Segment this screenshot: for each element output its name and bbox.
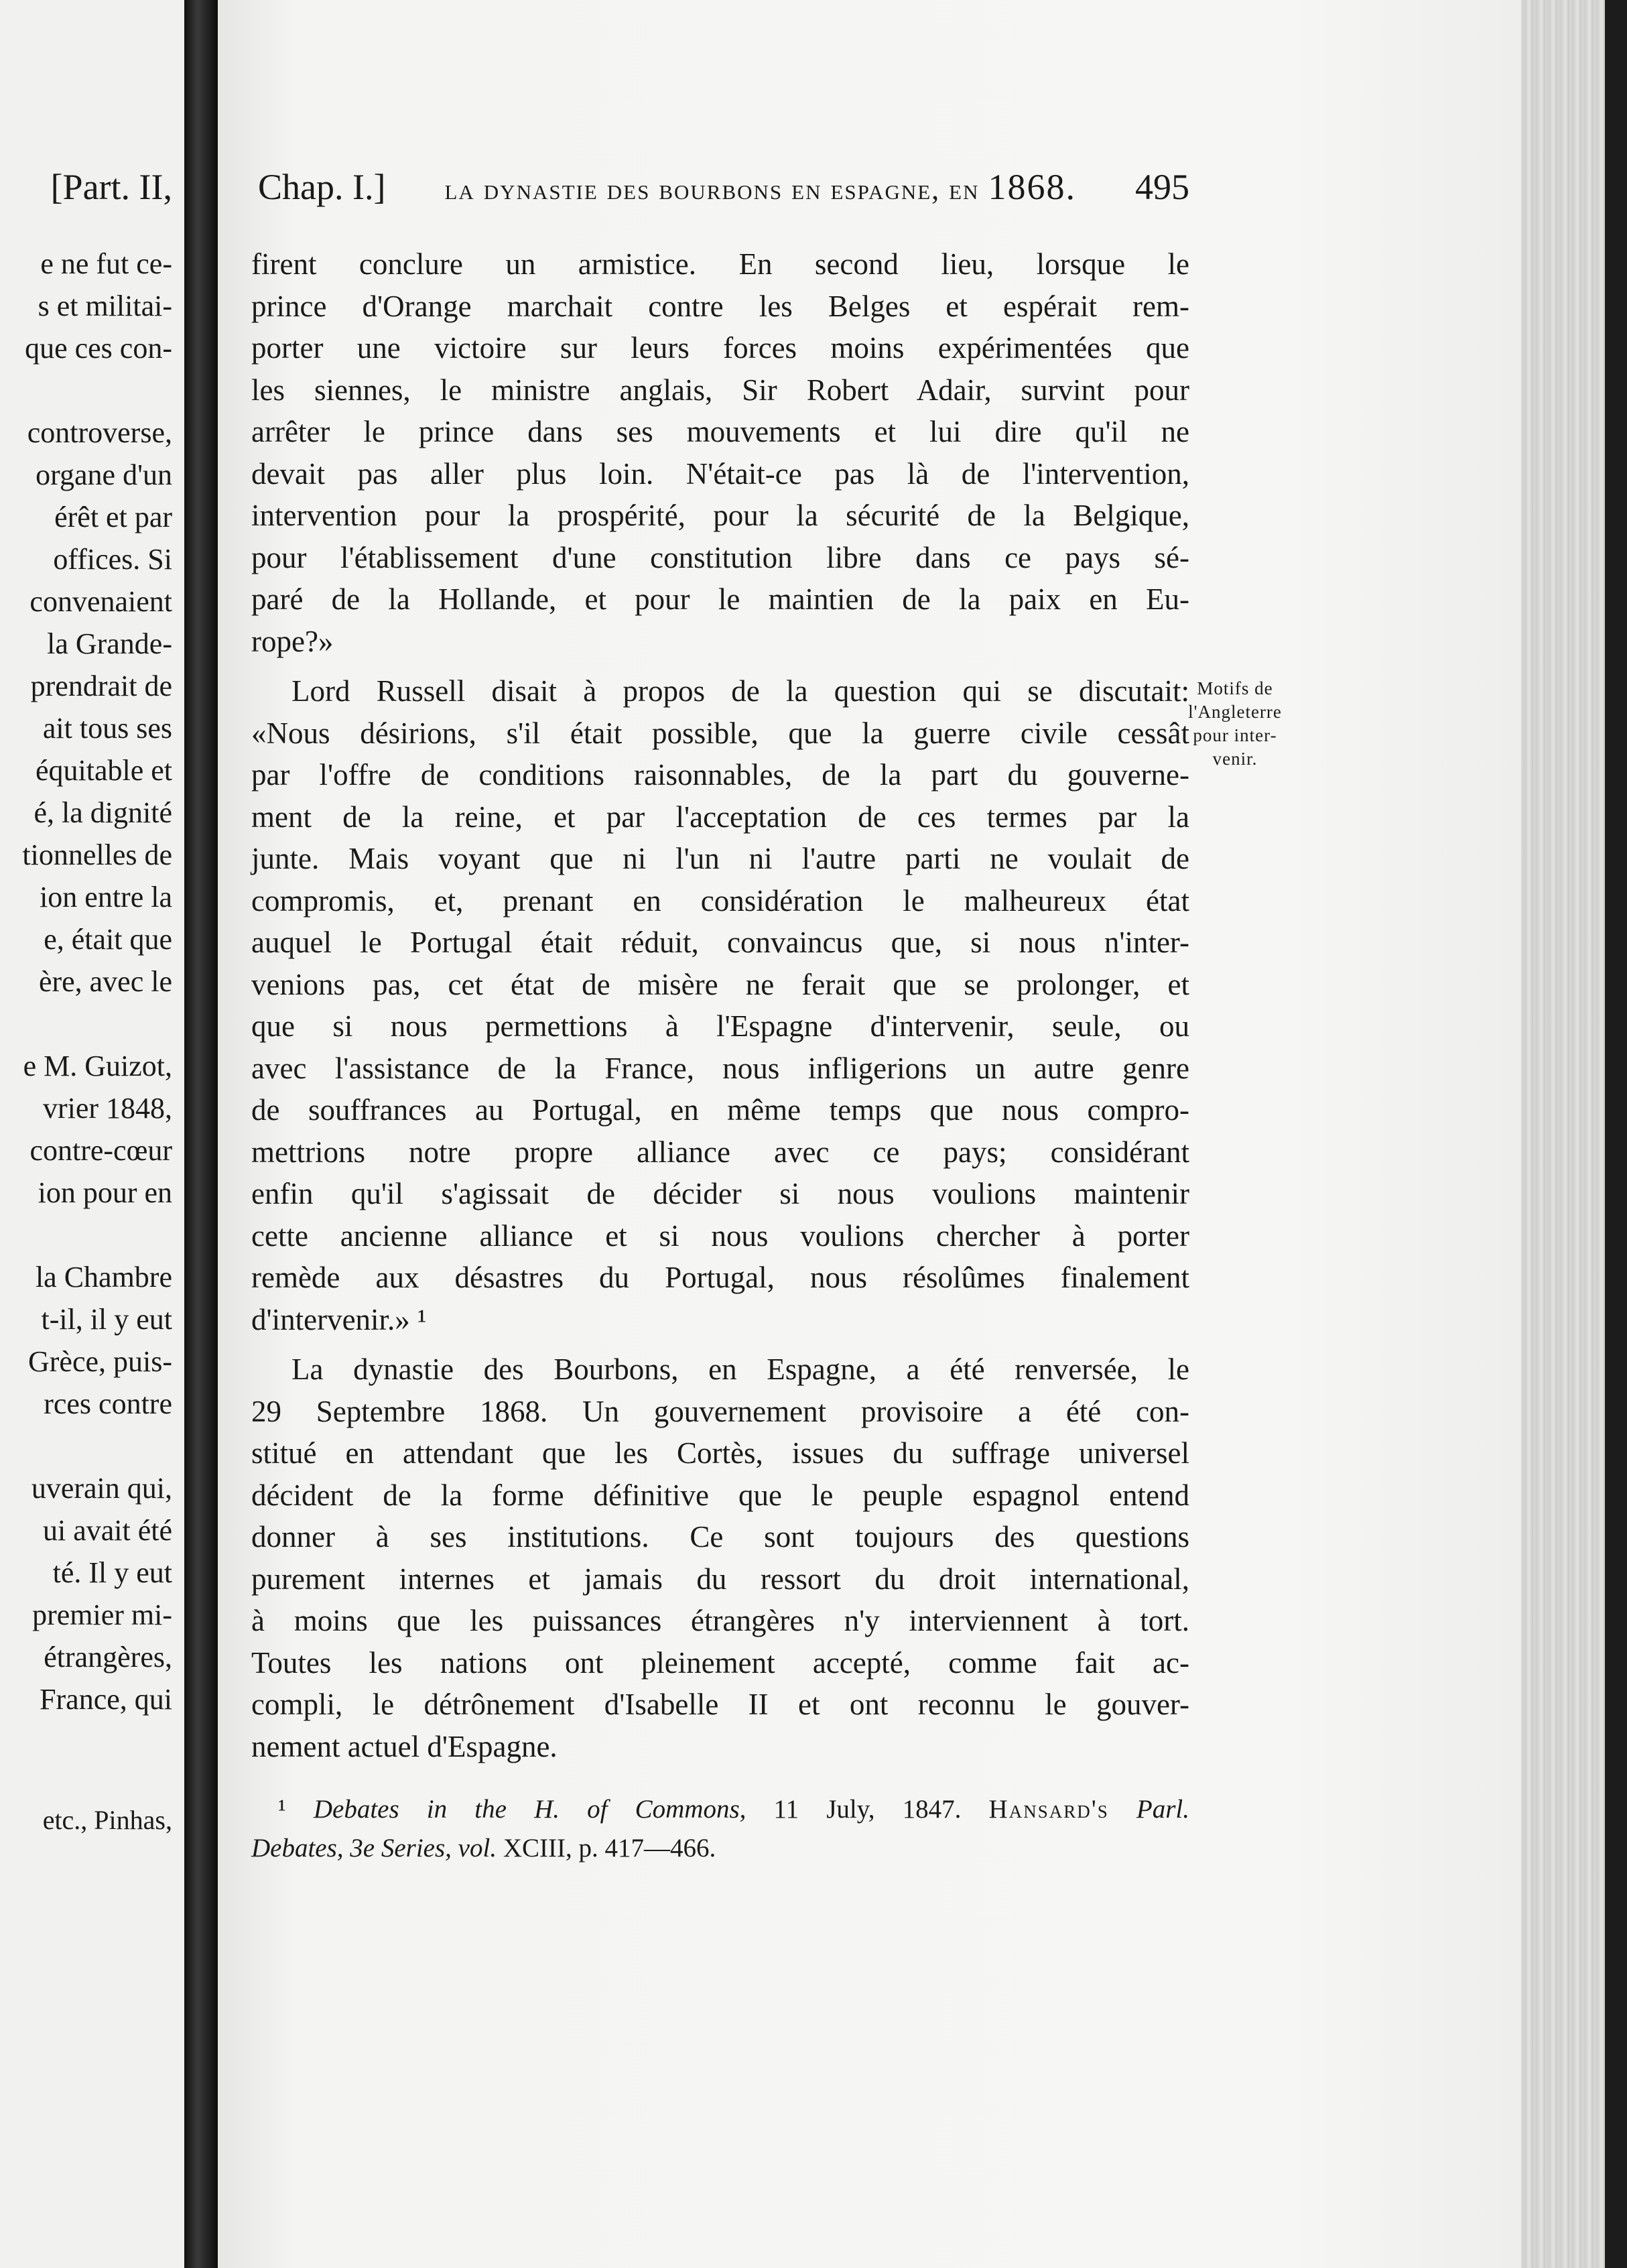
left-page-fragment (0, 0, 184, 2268)
left-text-line: é, la dignité (34, 796, 172, 829)
left-running-head: [Part. II, (50, 167, 172, 207)
left-footnote: etc., Pinhas, (42, 1805, 172, 1835)
left-text-line: équitable et (35, 754, 172, 787)
right-border (1605, 0, 1627, 2268)
body-text-line: porter une victoire sur leurs forces moins expérimentées que (251, 331, 1189, 365)
body-text-line: arrêter le prince dans ses mouvements et lui dire qu'il ne (251, 415, 1189, 448)
footnote-series: Debates, 3e Series, vol. (251, 1834, 497, 1863)
left-text-line: vrier 1848, (42, 1092, 172, 1125)
body-text-line: junte. Mais voyant que ni l'un ni l'autre parti ne voulait de (251, 842, 1189, 875)
body-text-line: rope?» (251, 624, 334, 658)
body-text-line: les siennes, le ministre anglais, Sir Robert Adair, survint pour (251, 373, 1189, 407)
body-text-line: que si nous permettions à l'Espagne d'intervenir, seule, ou (251, 1009, 1189, 1043)
body-text-line: devait pas aller plus loin. N'était-ce pas là de l'intervention, (251, 456, 1189, 491)
body-text-line: cette ancienne alliance et si nous voulions chercher à porter (251, 1218, 1189, 1253)
left-text-line: que ces con- (25, 332, 172, 365)
left-text-line: s et militai- (38, 290, 172, 322)
margin-note-line: l'Angleterre (1188, 702, 1282, 722)
footnote-line (251, 1835, 1189, 1861)
body-text-line: pour l'établissement d'une constitution libre dans ce pays sé- (251, 540, 1189, 574)
body-text-line: décident de la forme définitive que le peuple espagnol entend (251, 1478, 1189, 1512)
main-page (218, 0, 1551, 2268)
body-text-line: par l'offre de conditions raisonnables, de la part du gouverne- (251, 758, 1189, 792)
body-text-line: firent conclure un armistice. En second lieu, lorsque le (251, 247, 1189, 281)
body-text-line: purement internes et jamais du ressort du droit international, (251, 1562, 1189, 1596)
left-text-line: Grèce, puis- (27, 1345, 172, 1378)
body-text-line: prince d'Orange marchait contre les Belges et espérait rem- (251, 289, 1189, 323)
footnote-hansard: Hansard's (988, 1795, 1109, 1824)
left-text-line: ion entre la (40, 881, 172, 914)
body-text-line: d'intervenir.» ¹ (251, 1302, 427, 1336)
running-title (444, 166, 1076, 208)
left-text-line: convenaient (29, 585, 172, 618)
footnote-marker: ¹ (278, 1795, 286, 1824)
margin-note (1155, 677, 1315, 771)
left-text-line: la Grande- (47, 627, 172, 660)
body-text-line: donner à ses institutions. Ce sont toujours des questions (251, 1520, 1189, 1554)
body-text-line: La dynastie des Bourbons, en Espagne, a été renversée, le (291, 1352, 1189, 1386)
margin-note-line: pour inter- (1193, 725, 1277, 746)
running-title-text: la dynastie des bourbons en espagne, en (444, 173, 980, 206)
left-text-line: ui avait été (42, 1514, 172, 1547)
left-text-line: organe d'un (36, 458, 172, 491)
left-text-line: e ne fut ce- (40, 247, 172, 280)
footnote-line (251, 1796, 1189, 1822)
body-text-line: intervention pour la prospérité, pour la sécurité de la Belgique, (251, 499, 1189, 532)
body-text-line: venions pas, cet état de misère ne ferait que se prolonger, et (251, 967, 1189, 1001)
body-text-line: ment de la reine, et par l'acceptation de ces termes par la (251, 800, 1189, 834)
body-text-line: «Nous désirions, s'il était possible, que la guerre civile cessât (251, 716, 1189, 750)
body-text-line: compromis, et, prenant en considération le malheureux état (251, 883, 1189, 918)
left-text-line: la Chambre (35, 1261, 172, 1294)
body-text-line: enfin qu'il s'agissait de décider si nous voulions maintenir (251, 1177, 1189, 1210)
left-text-line: controverse, (27, 416, 172, 449)
left-text-line: e, était que (44, 923, 172, 956)
left-text-line: tionnelles de (22, 838, 172, 871)
page-number: 495 (1135, 167, 1189, 207)
book-gutter (184, 0, 218, 2268)
body-text-line: de souffrances au Portugal, en même temps que nous compro- (251, 1093, 1189, 1127)
body-text-line: à moins que les puissances étrangères n'y interviennent à tort. (251, 1604, 1189, 1637)
body-text-line: mettrions notre propre alliance avec ce pays; considérant (251, 1135, 1189, 1169)
left-text-line: té. Il y eut (52, 1556, 172, 1589)
left-text-line: ion pour en (38, 1176, 172, 1209)
running-head (258, 166, 1189, 208)
running-title-year: 1868. (988, 167, 1076, 207)
footnote-source: Debates in the H. of Commons, (313, 1795, 746, 1824)
left-text-line: étrangères, (44, 1641, 172, 1674)
left-text-line: ère, avec le (38, 965, 172, 998)
left-text-line: ait tous ses (42, 712, 172, 745)
footnote-date: 11 July, 1847. (773, 1795, 962, 1824)
left-text-line: t-il, il y eut (41, 1303, 172, 1336)
footnote-pages: XCIII, p. 417—466. (503, 1834, 716, 1863)
body-text-line: paré de la Hollande, et pour le maintien de la paix en Eu- (251, 582, 1189, 616)
left-text-line: offices. Si (53, 543, 172, 576)
footnote-parl: Parl. (1136, 1795, 1190, 1824)
body-text-line: stitué en attendant que les Cortès, issues du suffrage universel (251, 1436, 1189, 1470)
margin-note-line: Motifs de (1197, 678, 1273, 698)
body-text-line: remède aux désastres du Portugal, nous résolûmes finalement (251, 1261, 1189, 1294)
left-text-line: rces contre (44, 1387, 172, 1420)
left-text-line: uverain qui, (31, 1472, 172, 1505)
body-text-line: Lord Russell disait à propos de la question qui se discutait: (291, 674, 1189, 708)
left-text-line: érêt et par (54, 501, 172, 533)
body-text-line: nement actuel d'Espagne. (251, 1729, 558, 1763)
chapter-label: Chap. I.] (258, 167, 386, 207)
left-text-line: contre-cœur (29, 1134, 172, 1167)
margin-note-line: venir. (1212, 749, 1258, 769)
body-text-line: 29 Septembre 1868. Un gouvernement provisoire a été con- (251, 1394, 1189, 1428)
body-text-line: Toutes les nations ont pleinement accepté, comme fait ac- (251, 1645, 1189, 1680)
body-text-line: avec l'assistance de la France, nous infligerions un autre genre (251, 1051, 1189, 1085)
body-text-line: compli, le détrônement d'Isabelle II et ont reconnu le gouver- (251, 1688, 1189, 1721)
left-text-line: premier mi- (32, 1598, 172, 1631)
left-text-line: France, qui (40, 1683, 172, 1716)
body-text-line: auquel le Portugal était réduit, convaincus que, si nous n'inter- (251, 926, 1189, 959)
left-text-line: prendrait de (30, 670, 172, 702)
left-text-line: e M. Guizot, (23, 1050, 172, 1082)
